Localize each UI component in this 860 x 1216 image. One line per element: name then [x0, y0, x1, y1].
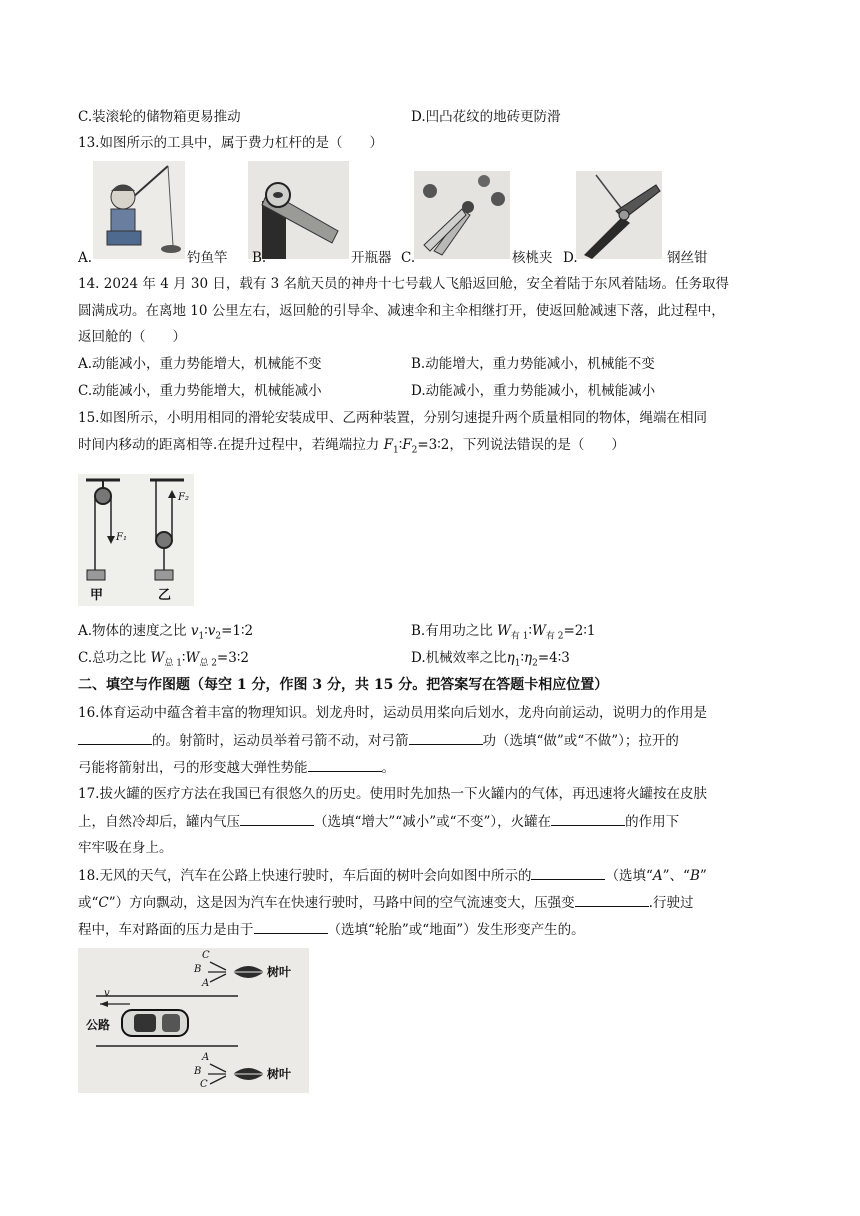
q12-option-c: C.装滚轮的储物箱更易推动	[78, 109, 241, 125]
q13-option-b-label: 开瓶器	[351, 250, 392, 266]
q14-option-b: B.动能增大，重力势能减小，机械能不变	[411, 356, 655, 372]
q13-option-c-label: 核桃夹	[512, 250, 553, 266]
nutcracker-image	[414, 171, 510, 259]
q15-option-d: D.机械效率之比$\eta_1∶\eta_2=4∶3$	[411, 650, 570, 669]
pulley-label-yi: 乙	[158, 588, 172, 603]
arrow-label-a-top: A	[202, 978, 210, 989]
q14-option-d: D.动能减小，重力势能减小，机械能减小	[411, 383, 656, 399]
q13-option-a-letter: A.	[78, 250, 93, 266]
answer-blank[interactable]	[254, 919, 328, 934]
q14-line1: 14. 2024 年 4 月 30 日，载有 3 名航天员的神舟十七号载人飞船返回舱，安全着陆于东风着陆场。任务取得	[78, 276, 730, 292]
road-car-figure	[78, 948, 309, 1093]
q18-line2: 或“C”）方向飘动，这是因为汽车在快速行驶时，马路中间的空气流速变大，压强变 .行驶过	[78, 892, 693, 913]
answer-blank[interactable]	[551, 811, 625, 826]
answer-blank[interactable]	[78, 730, 152, 745]
velocity-label: v	[104, 988, 110, 999]
arrow-label-c-top: C	[202, 950, 210, 961]
leaf-label-top: 树叶	[267, 965, 292, 979]
q17-line2: 上，自然冷却后，罐内气压 （选填“增大”“减小”或“不变”），火罐在 的作用下	[78, 811, 679, 832]
arrow-label-a-bottom: A	[202, 1052, 210, 1063]
leaf-label-bottom: 树叶	[267, 1067, 292, 1081]
pulley-figure	[78, 474, 194, 606]
q13-option-c-letter: C.	[401, 250, 416, 266]
q14-option-a: A.动能减小，重力势能增大，机械能不变	[78, 356, 322, 372]
fishing-rod-image	[93, 161, 185, 259]
q14-line2: 圆满成功。在离地 10 公里左右，返回舱的引导伞、减速伞和主伞相继打开，使返回舱减速下落，此过程中，	[78, 303, 725, 319]
q13-option-d-letter: D.	[563, 250, 578, 266]
q14-option-c: C.动能减小，重力势能增大，机械能减小	[78, 383, 322, 399]
q16-line2: 的。射箭时，运动员举着弓箭不动，对弓箭 功（选填“做”或“不做”）；拉开的	[78, 730, 679, 751]
q16-line3: 弓能将箭射出，弓的形变越大弹性势能 。	[78, 757, 395, 778]
q15-option-a: A.物体的速度之比 $v_1∶v_2=1∶2$	[78, 623, 254, 642]
answer-blank[interactable]	[240, 811, 314, 826]
pulley-label-f1: F₁	[116, 532, 127, 543]
q13-option-a-label: 钓鱼竿	[187, 250, 228, 266]
section-2-heading: 二、填空与作图题（每空 1 分，作图 3 分，共 15 分。把答案写在答题卡相应位置）	[78, 677, 609, 693]
pulley-label-jia: 甲	[90, 588, 104, 603]
q15-option-b: B.有用功之比 $W_{有 1}∶W_{有 2}=2∶1$	[411, 623, 596, 642]
q18-line1: 18.无风的天气，汽车在公路上快速行驶时，车后面的树叶会向如图中所示的 （选填“A”、“B”	[78, 865, 707, 886]
bottle-opener-image	[248, 161, 349, 259]
q15-option-c: C.总功之比 $W_{总 1}∶W_{总 2}=3∶2$	[78, 650, 249, 669]
q13-option-b-letter: B.	[252, 250, 267, 266]
answer-blank[interactable]	[409, 730, 483, 745]
q13-option-d-label: 钢丝钳	[667, 250, 708, 266]
arrow-label-b-top: B	[194, 964, 202, 975]
road-label: 公路	[86, 1018, 111, 1032]
q13-stem: 13.如图所示的工具中，属于费力杠杆的是（ ）	[78, 135, 383, 151]
answer-blank[interactable]	[308, 757, 382, 772]
q12-option-d: D.凹凸花纹的地砖更防滑	[411, 109, 561, 125]
q15-line2: 时间内移动的距离相等.在提升过程中，若绳端拉力 $F_1∶F_2=3∶2$，下列说法错误的是（ ）	[78, 437, 625, 456]
pulley-label-f2: F₂	[178, 492, 189, 503]
wire-pliers-image	[576, 171, 662, 259]
q18-line3: 程中，车对路面的压力是由于 （选填“轮胎”或“地面”）发生形变产生的。	[78, 919, 585, 940]
arrow-label-c-bottom: C	[200, 1079, 208, 1090]
answer-blank[interactable]	[531, 865, 605, 880]
q16-line1: 16.体育运动中蕴含着丰富的物理知识。划龙舟时，运动员用桨向后划水，龙舟向前运动，说明力的作用是	[78, 705, 707, 721]
answer-blank[interactable]	[575, 892, 649, 907]
q14-line3: 返回舱的（ ）	[78, 329, 186, 345]
arrow-label-b-bottom: B	[194, 1066, 202, 1077]
q15-line1: 15.如图所示，小明用相同的滑轮安装成甲、乙两种装置，分别匀速提升两个质量相同的物体，绳端在相同	[78, 410, 707, 426]
q17-line3: 牢牢吸在身上。	[78, 840, 173, 856]
q17-line1: 17.拔火罐的医疗方法在我国已有很悠久的历史。使用时先加热一下火罐内的气体，再迅速将火罐按在皮肤	[78, 786, 707, 802]
